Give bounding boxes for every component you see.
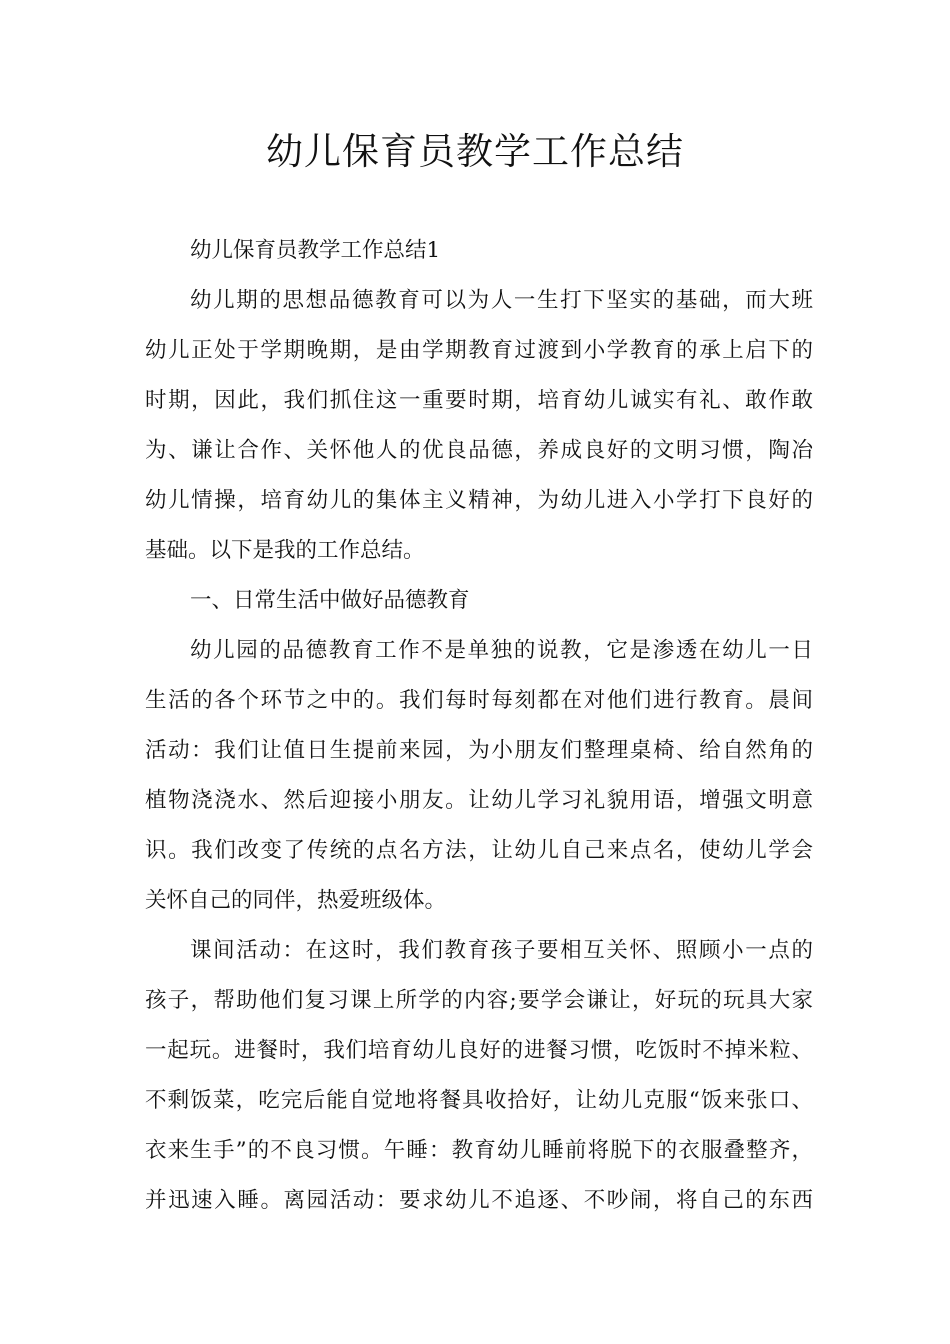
text-line: 幼儿情操，培育幼儿的集体主义精神，为幼儿进入小学打下良好的 <box>145 488 813 513</box>
text-line: 课间活动：在这时，我们教育孩子要相互关怀、照顾小一点的 <box>190 938 813 963</box>
text-line: 基础。以下是我的工作总结。 <box>145 538 425 563</box>
text-line: 孩子，帮助他们复习课上所学的内容;要学会谦让，好玩的玩具大家 <box>145 988 813 1013</box>
text-line: 生活的各个环节之中的。我们每时每刻都在对他们进行教育。晨间 <box>145 688 813 713</box>
text-line: 活动：我们让值日生提前来园，为小朋友们整理桌椅、给自然角的 <box>145 738 813 763</box>
document-title: 幼儿保育员教学工作总结 <box>266 130 684 173</box>
text-line: 植物浇浇水、然后迎接小朋友。让幼儿学习礼貌用语，增强文明意 <box>145 788 813 813</box>
text-line: 一起玩。进餐时，我们培育幼儿良好的进餐习惯，吃饭时不掉米粒、 <box>145 1038 813 1063</box>
text-line: 幼儿保育员教学工作总结1 <box>190 238 441 263</box>
text-line: 识。我们改变了传统的点名方法，让幼儿自己来点名，使幼儿学会 <box>145 838 813 863</box>
text-line: 时期，因此，我们抓住这一重要时期，培育幼儿诚实有礼、敢作敢 <box>145 388 813 413</box>
text-line: 幼儿期的思想品德教育可以为人一生打下坚实的基础，而大班 <box>190 288 813 313</box>
text-line: 幼儿园的品德教育工作不是单独的说教，它是渗透在幼儿一日 <box>190 638 813 663</box>
text-line: 不剩饭菜，吃完后能自觉地将餐具收拾好，让幼儿克服“饭来张口、 <box>145 1088 813 1113</box>
text-line: 幼儿正处于学期晚期，是由学期教育过渡到小学教育的承上启下的 <box>145 338 813 363</box>
text-line: 并迅速入睡。离园活动：要求幼儿不追逐、不吵闹，将自己的东西 <box>145 1188 813 1213</box>
text-line: 关怀自己的同伴，热爱班级体。 <box>145 888 447 913</box>
text-line: 一、日常生活中做好品德教育 <box>190 588 470 613</box>
document-body <box>145 226 813 1226</box>
text-line: 衣来生手”的不良习惯。午睡：教育幼儿睡前将脱下的衣服叠整齐， <box>145 1138 813 1163</box>
text-line: 为、谦让合作、关怀他人的优良品德，养成良好的文明习惯，陶冶 <box>145 438 813 463</box>
